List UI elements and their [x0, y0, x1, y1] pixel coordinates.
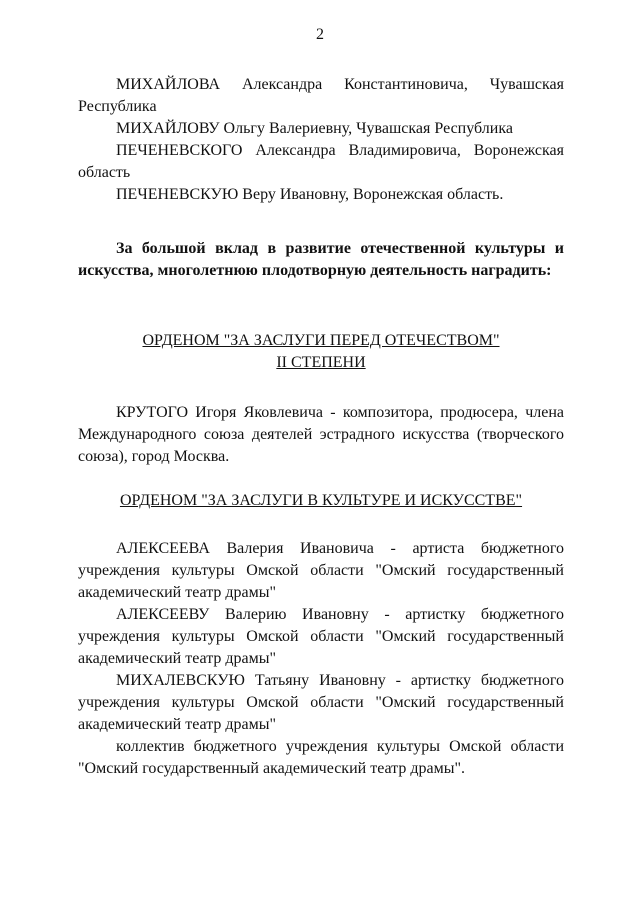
page-number: 2 — [316, 26, 324, 43]
recipient-item: МИХАЙЛОВУ Ольгу Валериевну, Чувашская Республика — [116, 120, 513, 137]
recipient-item: АЛЕКСЕЕВУ Валерию Ивановну - артистку бюджетного учреждения культуры Омской области "Омский государственный академический театр драмы" — [78, 606, 564, 667]
order-2-title-text: ОРДЕНОМ "ЗА ЗАСЛУГИ В КУЛЬТУРЕ И ИСКУССТВЕ" — [119, 492, 523, 509]
recipient-item: КРУТОГО Игоря Яковлевича - композитора, продюсера, члена Международного союза деятелей эстрадного искусства (творческого союза), город Москва. — [78, 404, 564, 465]
order-1-recipient — [78, 402, 564, 468]
recipient-item: коллектив бюджетного учреждения культуры Омской области "Омский государственный академический театр драмы". — [78, 738, 564, 777]
award-intro — [78, 238, 564, 282]
recipient-item: АЛЕКСЕЕВА Валерия Ивановича - артиста бюджетного учреждения культуры Омской области "Омский государственный академический театр драмы" — [78, 540, 564, 601]
recipient-item: МИХАЙЛОВА Александра Константиновича, Чувашская Республика — [78, 76, 564, 115]
recipient-item: ПЕЧЕНЕВСКОГО Александра Владимировича, Воронежская область — [78, 142, 564, 181]
award-intro-text: За большой вклад в развитие отечественной культуры и искусства, многолетнюю плодотворную деятельность наградить: — [78, 240, 564, 279]
order-1-title — [78, 330, 564, 374]
order-1-title-line2: II СТЕПЕНИ — [276, 354, 366, 371]
order-2-recipients — [78, 538, 564, 780]
recipient-item: ПЕЧЕНЕВСКУЮ Веру Ивановну, Воронежская область. — [116, 186, 504, 203]
recipients-top — [78, 74, 564, 206]
order-1-title-line1: ОРДЕНОМ "ЗА ЗАСЛУГИ ПЕРЕД ОТЕЧЕСТВОМ" — [142, 332, 500, 349]
order-2-title — [78, 490, 564, 512]
recipient-item: МИХАЛЕВСКУЮ Татьяну Ивановну - артистку бюджетного учреждения культуры Омской области "Омский государственный академический театр драмы" — [78, 672, 564, 733]
